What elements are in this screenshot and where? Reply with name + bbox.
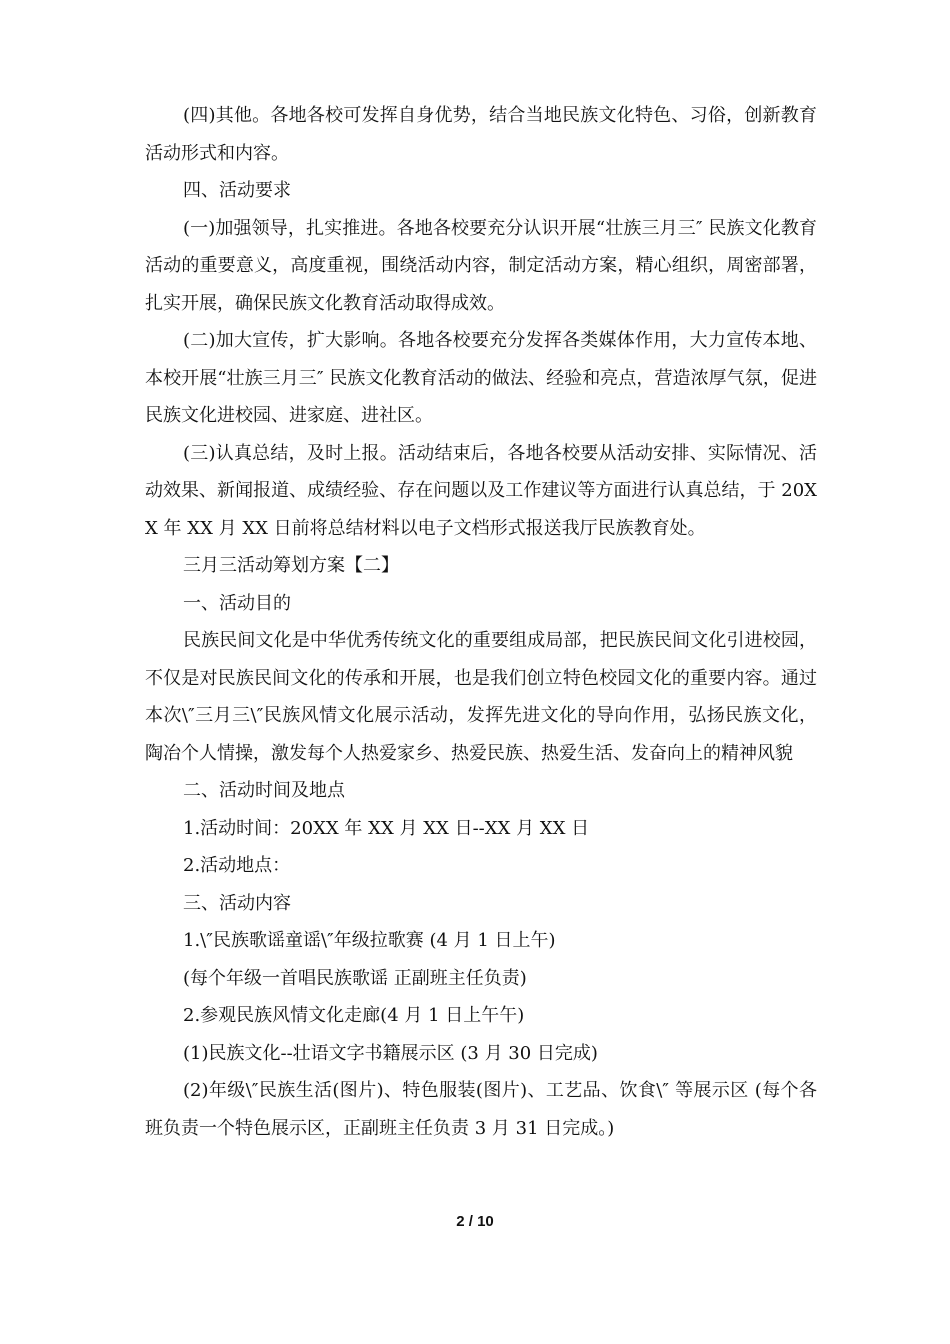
heading-time-place: 二、活动时间及地点 <box>183 780 345 801</box>
section-title-plan-two: 三月三活动筹划方案【二】 <box>183 555 399 576</box>
heading-activity-content: 三、活动内容 <box>183 892 291 914</box>
paragraph-summary: (三)认真总结，及时上报。活动结束后，各地各校要从活动安排、实际情况、活动效果、新闻报道、成绩经验、存在问题以及工作建议等方面进行认真总结，于 20XX 年 XX 月 XX 日前将总结材料以电子文档形式报送我厅民族教育处。 <box>145 442 817 539</box>
document-body <box>145 97 817 1147</box>
item-grade-display-area: (2)年级\″民族生活(图片)、特色服装(图片)、工艺品、饮食\″ 等展示区 (每个各班负责一个特色展示区，正副班主任负责 3 月 31 日完成。) <box>145 1080 817 1139</box>
item-song-contest: 1.\″民族歌谣童谣\″年级拉歌赛 (4 月 1 日上午) <box>183 930 556 951</box>
paragraph-leadership: (一)加强领导，扎实推进。各地各校要充分认识开展“壮族三月三″ 民族文化教育活动的重要意义，高度重视，围绕活动内容，制定活动方案，精心组织，周密部署，扎实开展，确保民族文化教育活动取得成效。 <box>145 217 817 314</box>
paragraph-purpose: 民族民间文化是中华优秀传统文化的重要组成局部，把民族民间文化引进校园，不仅是对民族民间文化的传承和开展，也是我们创立特色校园文化的重要内容。通过本次\″三月三\″民族风情文化展示活动，发挥先进文化的导向作用，弘扬民族文化，陶冶个人情操，激发每个人热爱家乡、热爱民族、热爱生活、发奋向上的精神风貌 <box>145 630 817 764</box>
paragraph-other: (四)其他。各地各校可发挥自身优势，结合当地民族文化特色、习俗，创新教育活动形式和内容。 <box>145 105 817 164</box>
heading-activity-purpose: 一、活动目的 <box>183 592 291 614</box>
item-activity-time: 1.活动时间：20XX 年 XX 月 XX 日--XX 月 XX 日 <box>183 817 590 839</box>
page-number: 2 / 10 <box>456 1213 494 1230</box>
item-song-contest-note: (每个年级一首唱民族歌谣 正副班主任负责) <box>183 967 527 989</box>
item-culture-corridor: 2.参观民族风情文化走廊(4 月 1 日上午午) <box>183 1005 525 1026</box>
item-zhuang-books-area: (1)民族文化--壮语文字书籍展示区 (3 月 30 日完成) <box>183 1042 598 1064</box>
paragraph-publicity: (二)加大宣传，扩大影响。各地各校要充分发挥各类媒体作用，大力宣传本地、本校开展“壮族三月三″ 民族文化教育活动的做法、经验和亮点，营造浓厚气氛，促进民族文化进校园、进家庭、进社区。 <box>145 330 817 426</box>
item-activity-place: 2.活动地点： <box>183 855 291 876</box>
heading-activity-requirements: 四、活动要求 <box>183 180 291 201</box>
